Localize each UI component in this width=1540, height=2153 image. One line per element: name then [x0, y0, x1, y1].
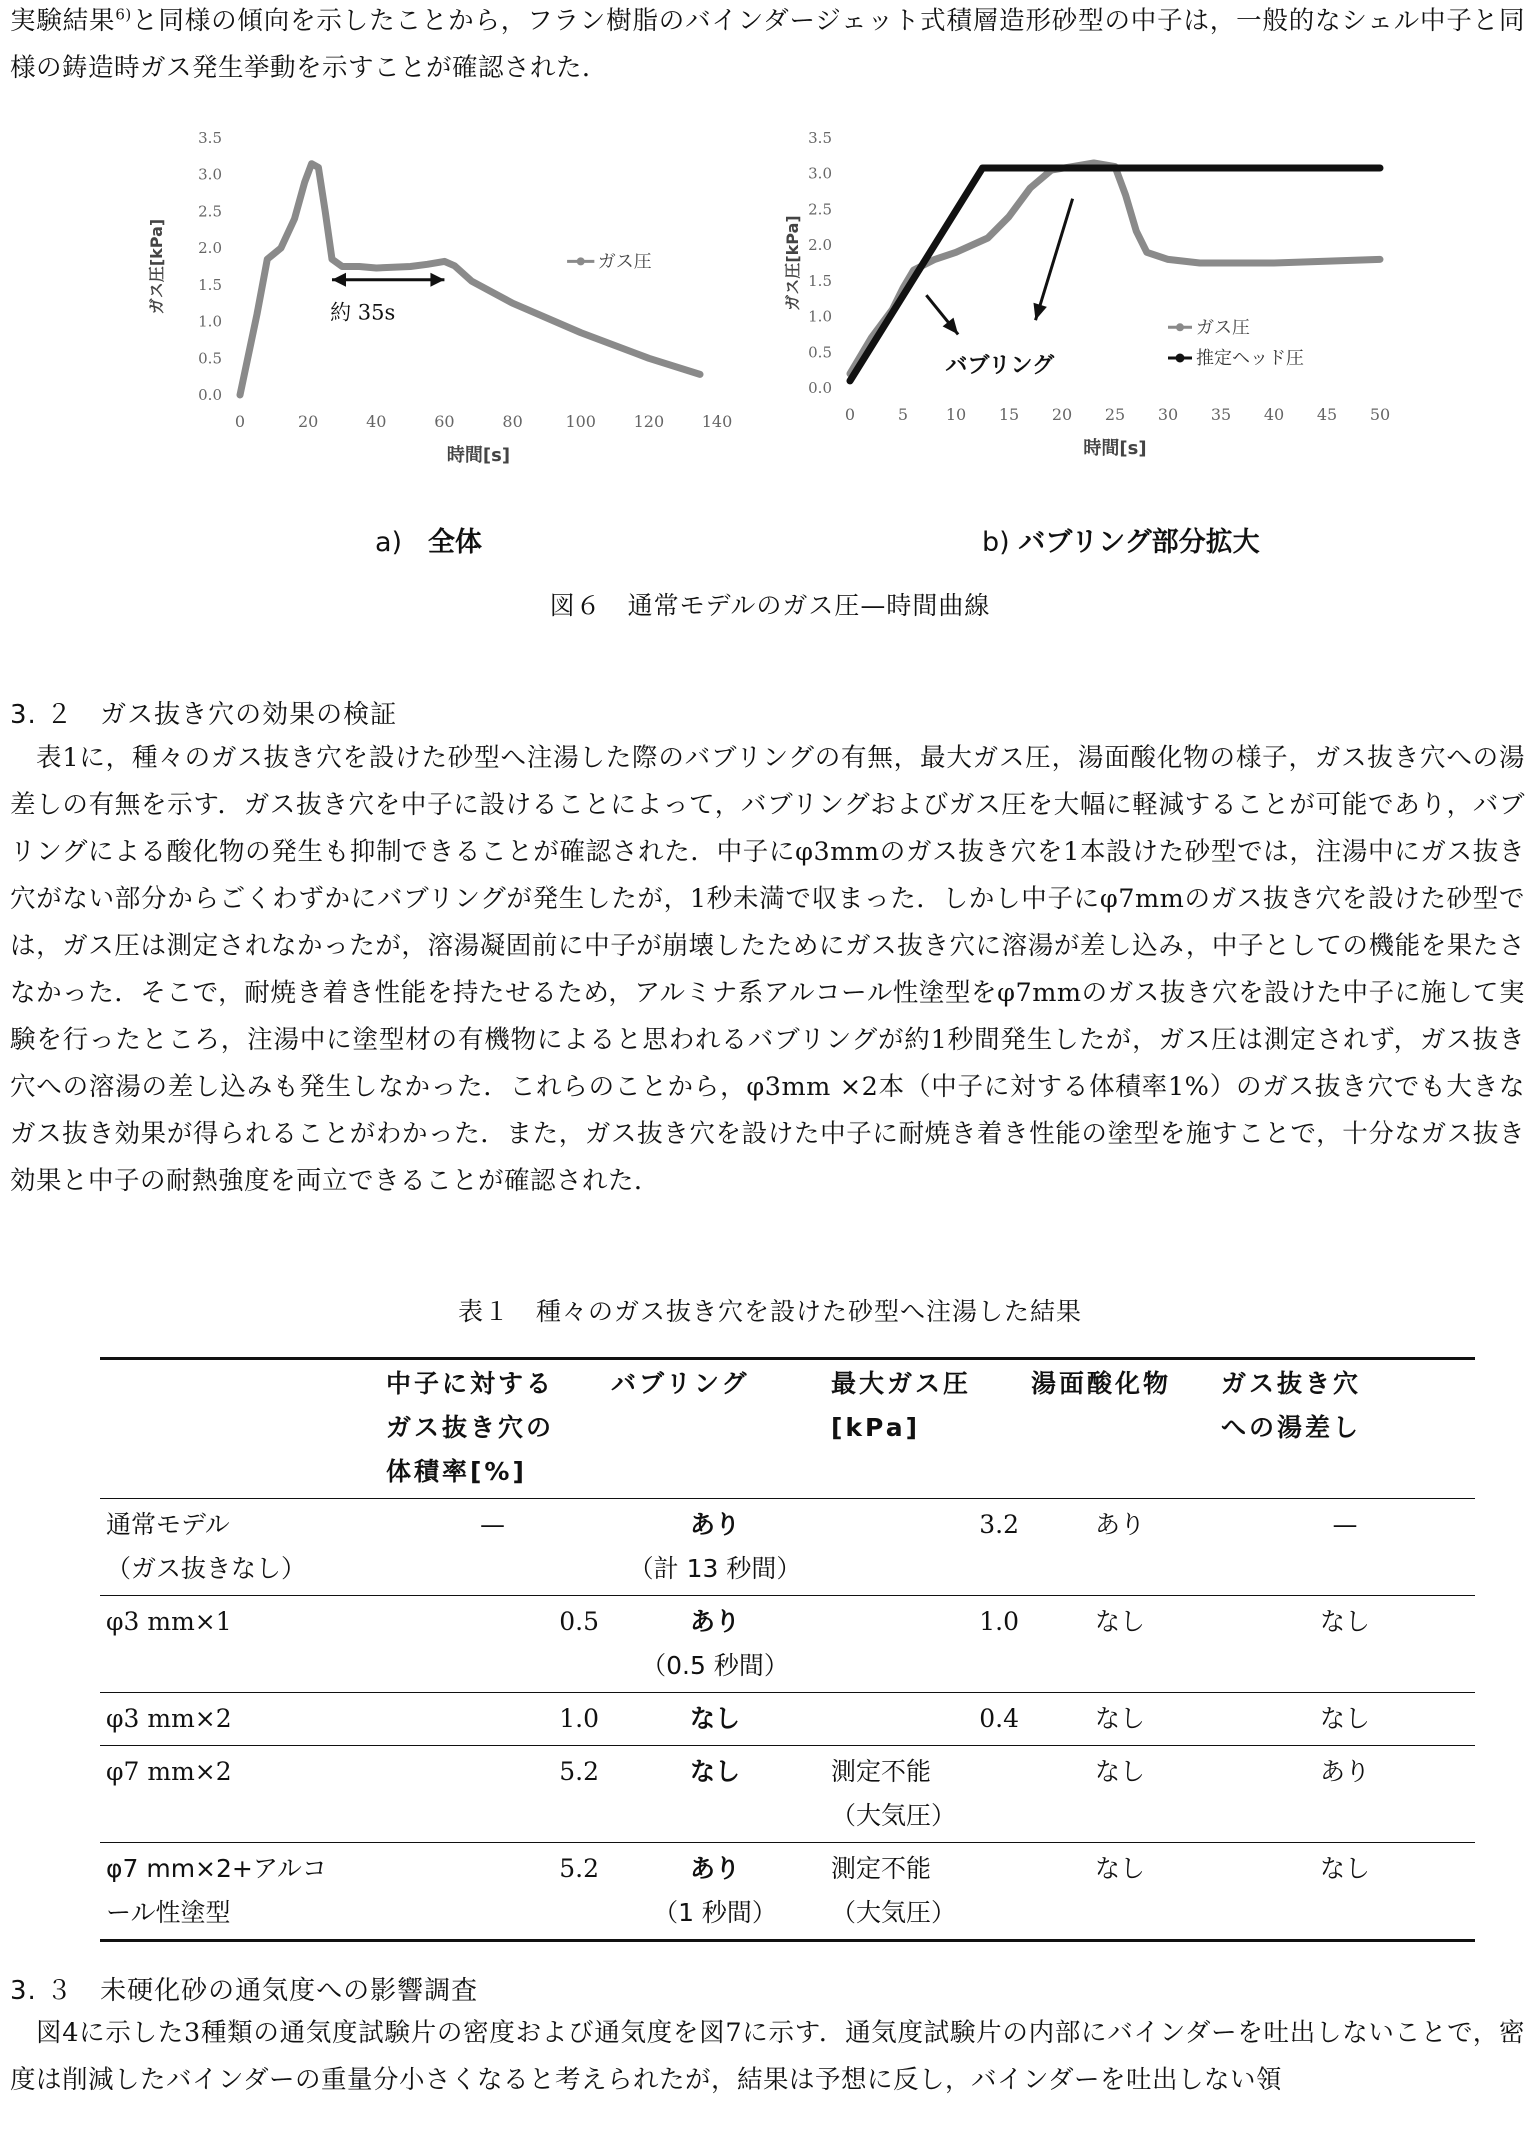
- y-tick-label: 1.5: [808, 271, 832, 290]
- table-cell-label: φ7 mm×2: [100, 1746, 380, 1843]
- table-cell-bubbling: あり （1 秒間）: [605, 1843, 825, 1941]
- table-cell-volume: 5.2: [380, 1843, 605, 1941]
- table-cell-intrusion: あり: [1215, 1746, 1475, 1843]
- table-cell-pressure: 3.2: [825, 1499, 1025, 1596]
- legend-marker-gas-pressure: [1176, 323, 1184, 331]
- y-tick-label: 2.0: [808, 236, 832, 255]
- y-tick-label: 3.5: [198, 129, 222, 147]
- subfigure-a-prefix: a): [375, 527, 403, 558]
- intro-text-a: 実験結果: [10, 6, 116, 36]
- y-tick-label: 3.0: [198, 165, 222, 184]
- duration-annotation: 約 35s: [330, 300, 396, 325]
- table-cell-intrusion: なし: [1215, 1596, 1475, 1693]
- table-header-cell: ガス抜き穴 への湯差し: [1215, 1359, 1475, 1499]
- table-cell-label: φ3 mm×1: [100, 1596, 380, 1693]
- x-tick-label: 5: [897, 405, 909, 424]
- table-header-cell: バブリング: [605, 1359, 825, 1499]
- y-tick-label: 1.0: [198, 312, 222, 331]
- x-tick-label: 0: [234, 412, 246, 431]
- section-3-3-heading: 3. ３ 未硬化砂の通気度への影響調査: [10, 1976, 479, 2006]
- table-cell-pressure: 1.0: [825, 1596, 1025, 1693]
- y-tick-label: 0.0: [808, 379, 832, 397]
- x-axis-label: 時間[s]: [446, 445, 511, 466]
- y-tick-label: 3.0: [808, 164, 832, 183]
- table-row: [100, 1746, 1475, 1843]
- x-axis-label: 時間[s]: [1083, 438, 1147, 459]
- x-tick-label: 60: [434, 412, 455, 431]
- x-tick-label: 45: [1316, 405, 1338, 424]
- legend-label-gas-pressure: ガス圧: [597, 251, 652, 273]
- table-cell-label: 通常モデル （ガス抜きなし）: [100, 1499, 380, 1596]
- x-tick-label: 50: [1369, 405, 1391, 424]
- table-header-row: [100, 1359, 1475, 1499]
- x-tick-label: 100: [565, 412, 596, 431]
- table-row: [100, 1596, 1475, 1693]
- section-3-2-paragraph: 表1に，種々のガス抜き穴を設けた砂型へ注湯した際のバブリングの有無，最大ガス圧，湯面酸化物の様子，ガス抜き穴への湯差しの有無を示す．ガス抜き穴を中子に設けることによって，バブリングおよびガス圧を大幅に軽減することが可能であり，バブリングによる酸化物の発生も抑制できることが確認された．中子にφ3mmのガス抜き穴を1本設けた砂型では，注湯中にガス抜き穴がない部分からごくわずかにバブリングが発生したが，1秒未満で収まった．しかし中子にφ7mmのガス抜き穴を設けた砂型では，ガス圧は測定されなかったが，溶湯凝固前に中子が崩壊したためにガス抜き穴に溶湯が差し込み，中子としての機能を果たさなかった．そこで，耐焼き着き性能を持たせるため，アルミナ系アルコール性塗型をφ7mmのガス抜き穴を設けた中子に施して実験を行ったところ，注湯中に塗型材の有機物によると思われるバブリングが約1秒間発生したが，ガス圧は測定されず，ガス抜き穴への溶湯の差し込みも発生しなかった．これらのことから，φ3mm ×2本（中子に対する体積率1%）のガス抜き穴でも大きなガス抜き効果が得られることがわかった．また，ガス抜き穴を設けた中子に耐焼き着き性能の塗型を施すことで，十分なガス抜き効果と中子の耐熱強度を両立できることが確認された．: [10, 743, 1525, 1196]
- subfigure-a-label: [375, 520, 482, 559]
- x-tick-label: 10: [945, 405, 967, 424]
- table-cell-oxide: なし: [1025, 1693, 1215, 1746]
- table-cell-bubbling: あり （計 13 秒間）: [605, 1499, 825, 1596]
- table-cell-volume: 5.2: [380, 1746, 605, 1843]
- y-tick-label: 0.0: [198, 386, 222, 404]
- x-tick-label: 40: [366, 412, 387, 431]
- duration-arrow-right-head: [430, 273, 444, 287]
- y-axis-label: ガス圧[kPa]: [147, 218, 166, 315]
- table-cell-bubbling: なし: [605, 1693, 825, 1746]
- legend-label-head-pressure: 推定ヘッド圧: [1196, 348, 1304, 369]
- y-tick-label: 2.5: [808, 200, 832, 219]
- bubbling-arrow-2-line: [1036, 199, 1073, 320]
- x-tick-label: 120: [633, 412, 665, 431]
- gas-pressure-line: [240, 164, 700, 395]
- table-cell-label: φ7 mm×2+アルコ ール性塗型: [100, 1843, 380, 1941]
- table-cell-oxide: あり: [1025, 1499, 1215, 1596]
- table1-caption: 表１ 種々のガス抜き穴を設けた砂型へ注湯した結果: [457, 1297, 1082, 1326]
- gas-pressure-line: [850, 163, 1380, 374]
- table-row: [100, 1693, 1475, 1746]
- intro-text-b: と同様の傾向を示したことから，フラン樹脂のバインダージェット式積層造形砂型の中子は，一般的なシェル中子と同様の鋳造時ガス発生挙動を示すことが確認された．: [10, 6, 1525, 83]
- subfigure-b-label: [982, 520, 1260, 559]
- y-tick-label: 0.5: [198, 349, 222, 368]
- table-row: [100, 1843, 1475, 1941]
- x-tick-label: 140: [701, 412, 733, 431]
- subfigure-a-title: 全体: [427, 527, 482, 558]
- table-cell-pressure: 測定不能 （大気圧）: [825, 1843, 1025, 1941]
- subfigure-b-title: バブリング部分拡大: [1018, 527, 1260, 558]
- table-cell-pressure: 測定不能 （大気圧）: [825, 1746, 1025, 1843]
- table-cell-volume: 1.0: [380, 1693, 605, 1746]
- table-cell-intrusion: —: [1215, 1499, 1475, 1596]
- section-3-3-paragraph: 図4に示した3種類の通気度試験片の密度および通気度を図7に示す．通気度試験片の内部にバインダーを吐出しないことで，密度は削減したバインダーの重量分小さくなると考えられたが，結果は予想に反し，バインダーを吐出しない領: [10, 2018, 1525, 2095]
- legend-marker-head-pressure: [1176, 354, 1185, 363]
- y-tick-label: 0.5: [808, 343, 832, 362]
- table-cell-oxide: なし: [1025, 1596, 1215, 1693]
- x-tick-label: 0: [844, 405, 856, 424]
- table-header-cell: 湯面酸化物: [1025, 1359, 1215, 1499]
- section-3-2-heading: 3. ２ ガス抜き穴の効果の検証: [10, 700, 398, 730]
- citation-ref: 6): [115, 5, 132, 24]
- x-tick-label: 20: [1051, 405, 1073, 424]
- chart-a-overall: [140, 120, 760, 480]
- x-tick-label: 80: [502, 412, 523, 431]
- table-header-cell: 最大ガス圧 [kPa]: [825, 1359, 1025, 1499]
- legend-label-gas-pressure: ガス圧: [1196, 317, 1250, 339]
- y-tick-label: 2.0: [198, 239, 222, 258]
- table-cell-intrusion: なし: [1215, 1843, 1475, 1941]
- bubbling-annotation: バブリング: [945, 353, 1055, 379]
- y-axis-label: ガス圧[kPa]: [783, 215, 802, 311]
- table-cell-bubbling: なし: [605, 1746, 825, 1843]
- table-cell-oxide: なし: [1025, 1843, 1215, 1941]
- x-tick-label: 35: [1210, 405, 1232, 424]
- x-tick-label: 30: [1157, 405, 1179, 424]
- results-table: [100, 1357, 1475, 1942]
- table-header-cell: 中子に対する ガス抜き穴の 体積率[%]: [380, 1359, 605, 1499]
- subfigure-b-prefix: b): [982, 527, 1010, 558]
- table-cell-bubbling: あり （0.5 秒間）: [605, 1596, 825, 1693]
- y-tick-label: 1.0: [808, 307, 832, 326]
- table-cell-oxide: なし: [1025, 1746, 1215, 1843]
- table-header-cell: [100, 1359, 380, 1499]
- bubbling-arrow-2-head: [1033, 303, 1046, 320]
- intro-paragraph: [10, 0, 1525, 92]
- table-cell-volume: —: [380, 1499, 605, 1596]
- table-row: [100, 1499, 1475, 1596]
- table-cell-volume: 0.5: [380, 1596, 605, 1693]
- x-tick-label: 40: [1263, 405, 1285, 424]
- duration-arrow-left-head: [332, 273, 346, 287]
- legend-marker-gas-pressure: [577, 257, 585, 265]
- table-cell-pressure: 0.4: [825, 1693, 1025, 1746]
- figure6-caption: 図６ 通常モデルのガス圧—時間曲線: [549, 591, 991, 620]
- y-tick-label: 3.5: [808, 129, 832, 147]
- x-tick-label: 15: [998, 405, 1020, 424]
- chart-b-bubbling-zoom: [783, 120, 1420, 480]
- x-tick-label: 20: [297, 412, 319, 431]
- table-cell-intrusion: なし: [1215, 1693, 1475, 1746]
- table-cell-label: φ3 mm×2: [100, 1693, 380, 1746]
- y-tick-label: 2.5: [198, 202, 222, 221]
- y-tick-label: 1.5: [198, 275, 222, 294]
- x-tick-label: 25: [1104, 405, 1126, 424]
